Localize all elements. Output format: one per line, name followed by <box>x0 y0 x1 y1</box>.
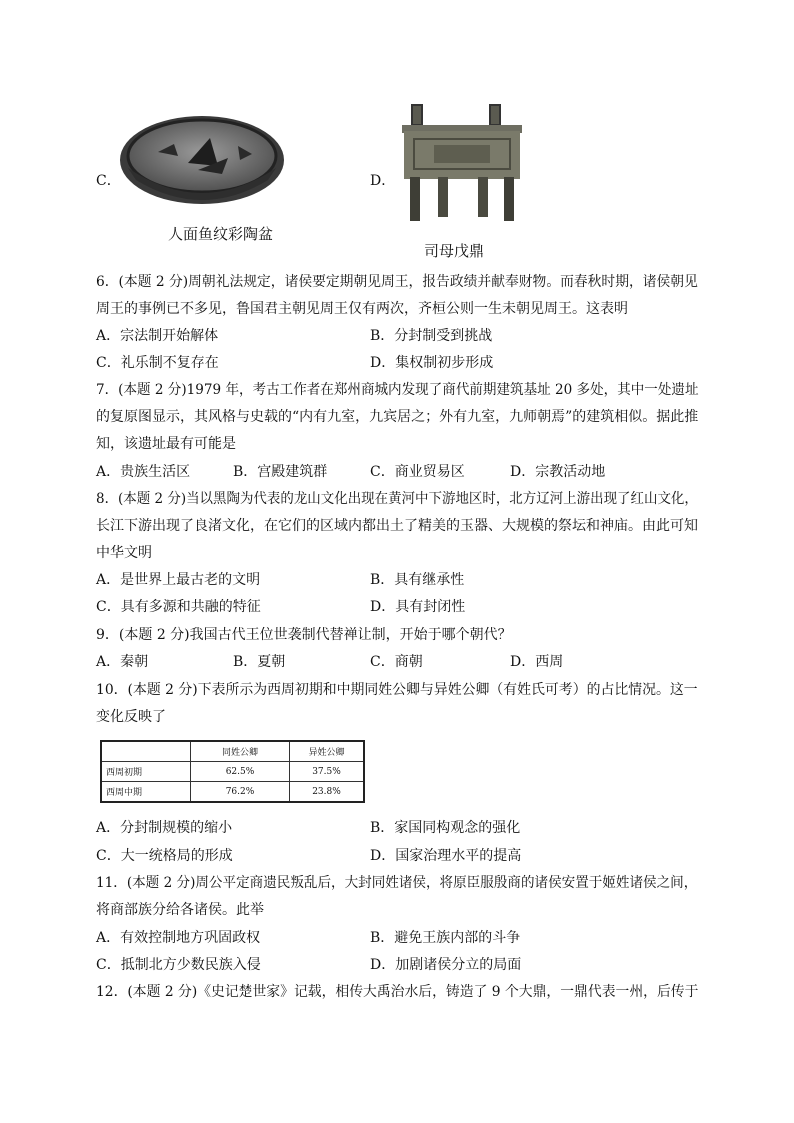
q10-option-c[interactable]: C．大一统格局的形成 <box>96 848 233 864</box>
q8-option-d[interactable]: D．具有封闭性 <box>370 599 466 615</box>
q9-option-b[interactable]: B．夏朝 <box>233 654 286 670</box>
table-header-cell: 同姓公卿 <box>191 741 290 762</box>
q7-option-c[interactable]: C．商业贸易区 <box>370 464 465 480</box>
q8-text-line-2: 长江下游出现了良渚文化，在它们的区域内都出土了精美的玉器、大规模的祭坛和神庙。由此可知 <box>96 518 698 534</box>
q10-text-line-2: 变化反映了 <box>96 709 166 725</box>
q7-text-line-1: 7．(本题 2 分)1979 年，考古工作者在郑州商城内发现了商代前期建筑基址 20 多处，其中一处遗址 <box>96 382 699 398</box>
table-cell: 西周中期 <box>101 782 191 803</box>
q9-option-a[interactable]: A．秦朝 <box>96 654 149 670</box>
q11-text-line-1: 11．(本题 2 分)周公平定商遗民叛乱后，大封同姓诸侯，将原臣服殷商的诸侯安置于姬姓诸侯之间， <box>96 875 698 891</box>
q11-option-c[interactable]: C．抵制北方少数民族入侵 <box>96 957 261 973</box>
table-header-cell: 异姓公卿 <box>290 741 365 762</box>
table-row <box>101 762 364 782</box>
q10-option-d[interactable]: D．国家治理水平的提高 <box>370 848 522 864</box>
q6-option-c[interactable]: C．礼乐制不复存在 <box>96 355 219 371</box>
table-header-row <box>101 741 364 762</box>
q7-option-b[interactable]: B．宫殿建筑群 <box>233 464 328 480</box>
q6-text-line-2: 周王的事例已不多见，鲁国君主朝见周王仅有两次，齐桓公则一生未朝见周王。这表明 <box>96 301 628 317</box>
option-d-label: D． <box>370 173 396 189</box>
option-c-label: C． <box>96 173 121 189</box>
q6-text-line-1: 6．(本题 2 分)周朝礼法规定，诸侯要定期朝见周王，报告政绩并献奉财物。而春秋时期，诸侯朝见 <box>96 274 698 290</box>
kinship-ratio-table <box>100 740 365 803</box>
q7-option-d[interactable]: D．宗教活动地 <box>510 464 606 480</box>
q10-option-b[interactable]: B．家国同构观念的强化 <box>370 820 521 836</box>
table-header-cell <box>101 741 191 762</box>
q6-option-d[interactable]: D．集权制初步形成 <box>370 355 494 371</box>
q6-option-b[interactable]: B．分封制受到挑战 <box>370 328 493 344</box>
q11-option-d[interactable]: D．加剧诸侯分立的局面 <box>370 957 522 973</box>
q7-option-a[interactable]: A．贵族生活区 <box>96 464 191 480</box>
table-cell: 76.2% <box>191 782 290 803</box>
q11-option-b[interactable]: B．避免王族内部的斗争 <box>370 930 521 946</box>
q8-option-c[interactable]: C．具有多源和共融的特征 <box>96 599 261 615</box>
table-cell: 西周初期 <box>101 762 191 782</box>
ding-caption: 司母戊鼎 <box>424 242 485 260</box>
q12-text-line-1: 12．(本题 2 分)《史记楚世家》记载，相传大禹治水后，铸造了 9 个大鼎，一鼎代表一州，后传于 <box>96 984 699 1000</box>
q6-option-a[interactable]: A．宗法制开始解体 <box>96 328 219 344</box>
q11-option-a[interactable]: A．有效控制地方巩固政权 <box>96 930 261 946</box>
q11-text-line-2: 将商部族分给各诸侯。此举 <box>96 902 264 918</box>
q10-option-a[interactable]: A．分封制规模的缩小 <box>96 820 233 836</box>
q9-text-line-1: 9．(本题 2 分)我国古代王位世袭制代替禅让制，开始于哪个朝代？ <box>96 627 512 643</box>
q8-option-a[interactable]: A．是世界上最古老的文明 <box>96 572 261 588</box>
q10-text-line-1: 10．(本题 2 分)下表所示为西周初期和中期同姓公卿与异姓公卿（有姓氏可考）的占比情况。这一 <box>96 682 698 698</box>
q9-option-d[interactable]: D．西周 <box>510 654 564 670</box>
q7-text-line-3: 知，该遗址最有可能是 <box>96 436 236 452</box>
q8-text-line-3: 中华文明 <box>96 545 152 561</box>
q8-option-b[interactable]: B．具有继承性 <box>370 572 465 588</box>
q7-text-line-2: 的复原图显示，其风格与史载的“内有九室，九宾居之；外有九室，九师朝焉”的建筑相似。据此推 <box>96 409 699 425</box>
basin-caption: 人面鱼纹彩陶盆 <box>168 225 274 243</box>
table-cell: 23.8% <box>290 782 365 803</box>
painted-pottery-basin-image <box>118 108 286 218</box>
table-cell: 62.5% <box>191 762 290 782</box>
q9-option-c[interactable]: C．商朝 <box>370 654 423 670</box>
table-cell: 37.5% <box>290 762 365 782</box>
table-row <box>101 782 364 803</box>
q8-text-line-1: 8．(本题 2 分)当以黑陶为代表的龙山文化出现在黄河中下游地区时，北方辽河上游出现了红山文化， <box>96 491 698 507</box>
simuwu-ding-image <box>398 103 526 225</box>
